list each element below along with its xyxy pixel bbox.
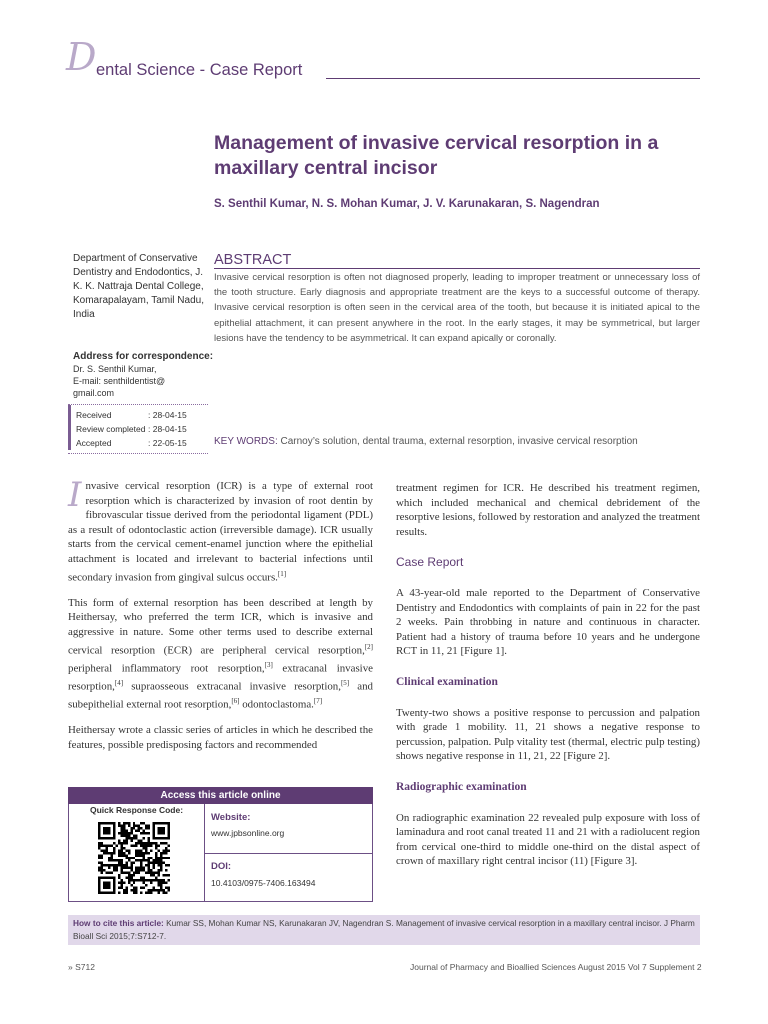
section-label: ental Science - Case Report [96, 61, 303, 79]
date-label: Accepted [76, 438, 112, 448]
journal-footer: Journal of Pharmacy and Bioallied Sciences August 2015 Vol 7 Supplement 2 [410, 962, 702, 972]
body-paragraph: treatment regimen for ICR. He described his treatment regimen, which included mechanical and chemical debridement of the resorptive lesions, followed by restoration and analyzed the treatment results. [396, 482, 700, 538]
divider [68, 453, 208, 454]
access-divider [204, 853, 373, 854]
body-paragraph: Heithersay wrote a classic series of articles in which he described the features, possible predisposing factors and recommended [68, 724, 373, 752]
body-column-right [396, 481, 700, 869]
date-label: Review completed [76, 424, 146, 434]
date-row [76, 408, 208, 422]
paragraph-text: This form of external resorption has been described at length by Heithersay, who preferred the term ICR, which is invasive and aggressive in nature. Some other terms used to describe external cervical resorption (ECR) are peripheral cervical resorption, [68, 596, 373, 657]
citation-text: Kumar SS, Mohan Kumar NS, Karunakaran JV, Nagendran S. Management of invasive cervical resorption in a maxillary central incisor. J Pharm Bioall Sci 2015;7:S712-7. [73, 918, 695, 941]
correspondence-name: Dr. S. Senthil Kumar, [73, 364, 157, 374]
citation-label: How to cite this article: [73, 918, 164, 928]
date-value: : 28-04-15 [148, 424, 187, 434]
citation-ref[interactable]: [5] [340, 679, 350, 687]
section-heading-case-report: Case Report [396, 555, 464, 570]
citation-ref[interactable]: [2] [364, 642, 373, 651]
date-value: : 28-04-15 [148, 410, 187, 420]
body-column-left [68, 475, 373, 753]
affiliation: Department of Conservative Dentistry and Endodontics, J. K. K. Nattraja Dental College, Komarapalayam, Tamil Nadu, India [73, 253, 204, 320]
abstract-text: Invasive cervical resorption is often not diagnosed properly, leading to improper treatment or unnecessary loss of the tooth structure. Early diagnosis and appropriate treatment are the keys to a successful outcome of therapy. Invasive cervical resorption is often seen in the cervical area of the tooth, but because it is initiated apical to the epithelial attachment, it can present anywhere in the root. In the early stages, it may be symmetrical, but larger lesions have the tendency to be asymmetrical. It can expand apically or coronally. [214, 272, 700, 344]
doi-label: DOI: [211, 861, 232, 872]
body-paragraph: A 43-year-old male reported to the Department of Conservative Dentistry and Endodontics with complaints of pain in 22 for the past 2 weeks. Pain throbbing in nature and continuous in character. Patient had a history of trauma before 10 years and he undergone RCT in 11, 21 [Figure 1]. [396, 586, 700, 658]
date-label: Received [76, 410, 112, 420]
date-row [76, 422, 208, 436]
date-block [68, 405, 208, 450]
keywords [214, 436, 714, 447]
correspondence-label: Address for correspondence: [73, 351, 214, 362]
abstract-rule [214, 268, 700, 269]
body-paragraph [68, 475, 373, 585]
abstract-heading: ABSTRACT [214, 252, 292, 268]
correspondence-email[interactable]: E-mail: senthildentist@ gmail.com [73, 376, 166, 398]
body-paragraph: Twenty-two shows a positive response to percussion and palpation with grade 1 mobility. 11, 21 shows a negative response to percussion, palpation. Pulp vitality test (thermal, electric pulp testing) shows negative response in 11, 21, 22 [Figure 2]. [396, 706, 700, 763]
qr-code-icon[interactable] [98, 822, 170, 894]
page-number: » S712 [68, 962, 95, 972]
citation-ref[interactable]: [6] [231, 697, 240, 706]
body-paragraph: On radiographic examination 22 revealed pulp exposure with loss of laminadura and root canal treated 11 and 21 with a radiolucent region from cervical one-third to middle one-third on the distal aspect of crown of maxillary right central incisor (11) [Figure 3]. [396, 811, 700, 868]
access-heading: Access this article online [68, 787, 373, 804]
paragraph-text: extracanal invasive resorption, [68, 662, 373, 693]
section-heading-clinical: Clinical examination [396, 675, 498, 688]
correspondence-address [73, 363, 208, 399]
header-rule [326, 78, 700, 79]
author-list: S. Senthil Kumar, N. S. Mohan Kumar, J. V. Karunakaran, S. Nagendran [214, 198, 600, 210]
keywords-text: Carnoy’s solution, dental trauma, external resorption, invasive cervical resorption [277, 436, 638, 447]
citation-box [68, 915, 700, 945]
paragraph-text: supraosseous extracanal invasive resorption, [123, 680, 341, 693]
citation-ref[interactable]: [4] [114, 679, 124, 687]
citation-ref[interactable]: [3] [264, 660, 273, 669]
website-label: Website: [211, 812, 251, 823]
date-value: : 22-05-15 [148, 438, 187, 448]
section-initial: D [66, 35, 97, 79]
paragraph-text: and subepithelial external root resorption, [68, 680, 373, 711]
doi-link[interactable]: 10.4103/0975-7406.163494 [211, 878, 316, 888]
qr-label: Quick Response Code: [90, 805, 184, 815]
citation-ref[interactable]: [7] [313, 697, 323, 706]
article-title: Management of invasive cervical resorption in a maxillary central incisor [214, 132, 659, 179]
body-paragraph [68, 596, 373, 713]
keywords-label: KEY WORDS: [214, 436, 278, 447]
paragraph-text: odontoclastoma. [239, 698, 314, 711]
website-link[interactable]: www.jpbsonline.org [211, 828, 285, 838]
citation-ref[interactable]: [1] [277, 569, 287, 578]
paragraph-text: peripheral inflammatory root resorption, [68, 662, 265, 675]
paragraph-text: nvasive cervical resorption (ICR) is a type of external root resorption which is characterized by invasion of root dentin by fibrovascular tissue derived from the periodontal ligament (PDL) as a result of odontoclastic action (irreversible damage). ICR usually starts from the cervical cement-enamel junction where the epithelial attachment is located and irrelevant to bacterial infections until secondary invasion from gingival sulcus occurs. [68, 480, 373, 584]
drop-cap: I [68, 475, 82, 515]
section-heading-radiographic: Radiographic examination [396, 780, 527, 793]
date-row [76, 436, 208, 450]
